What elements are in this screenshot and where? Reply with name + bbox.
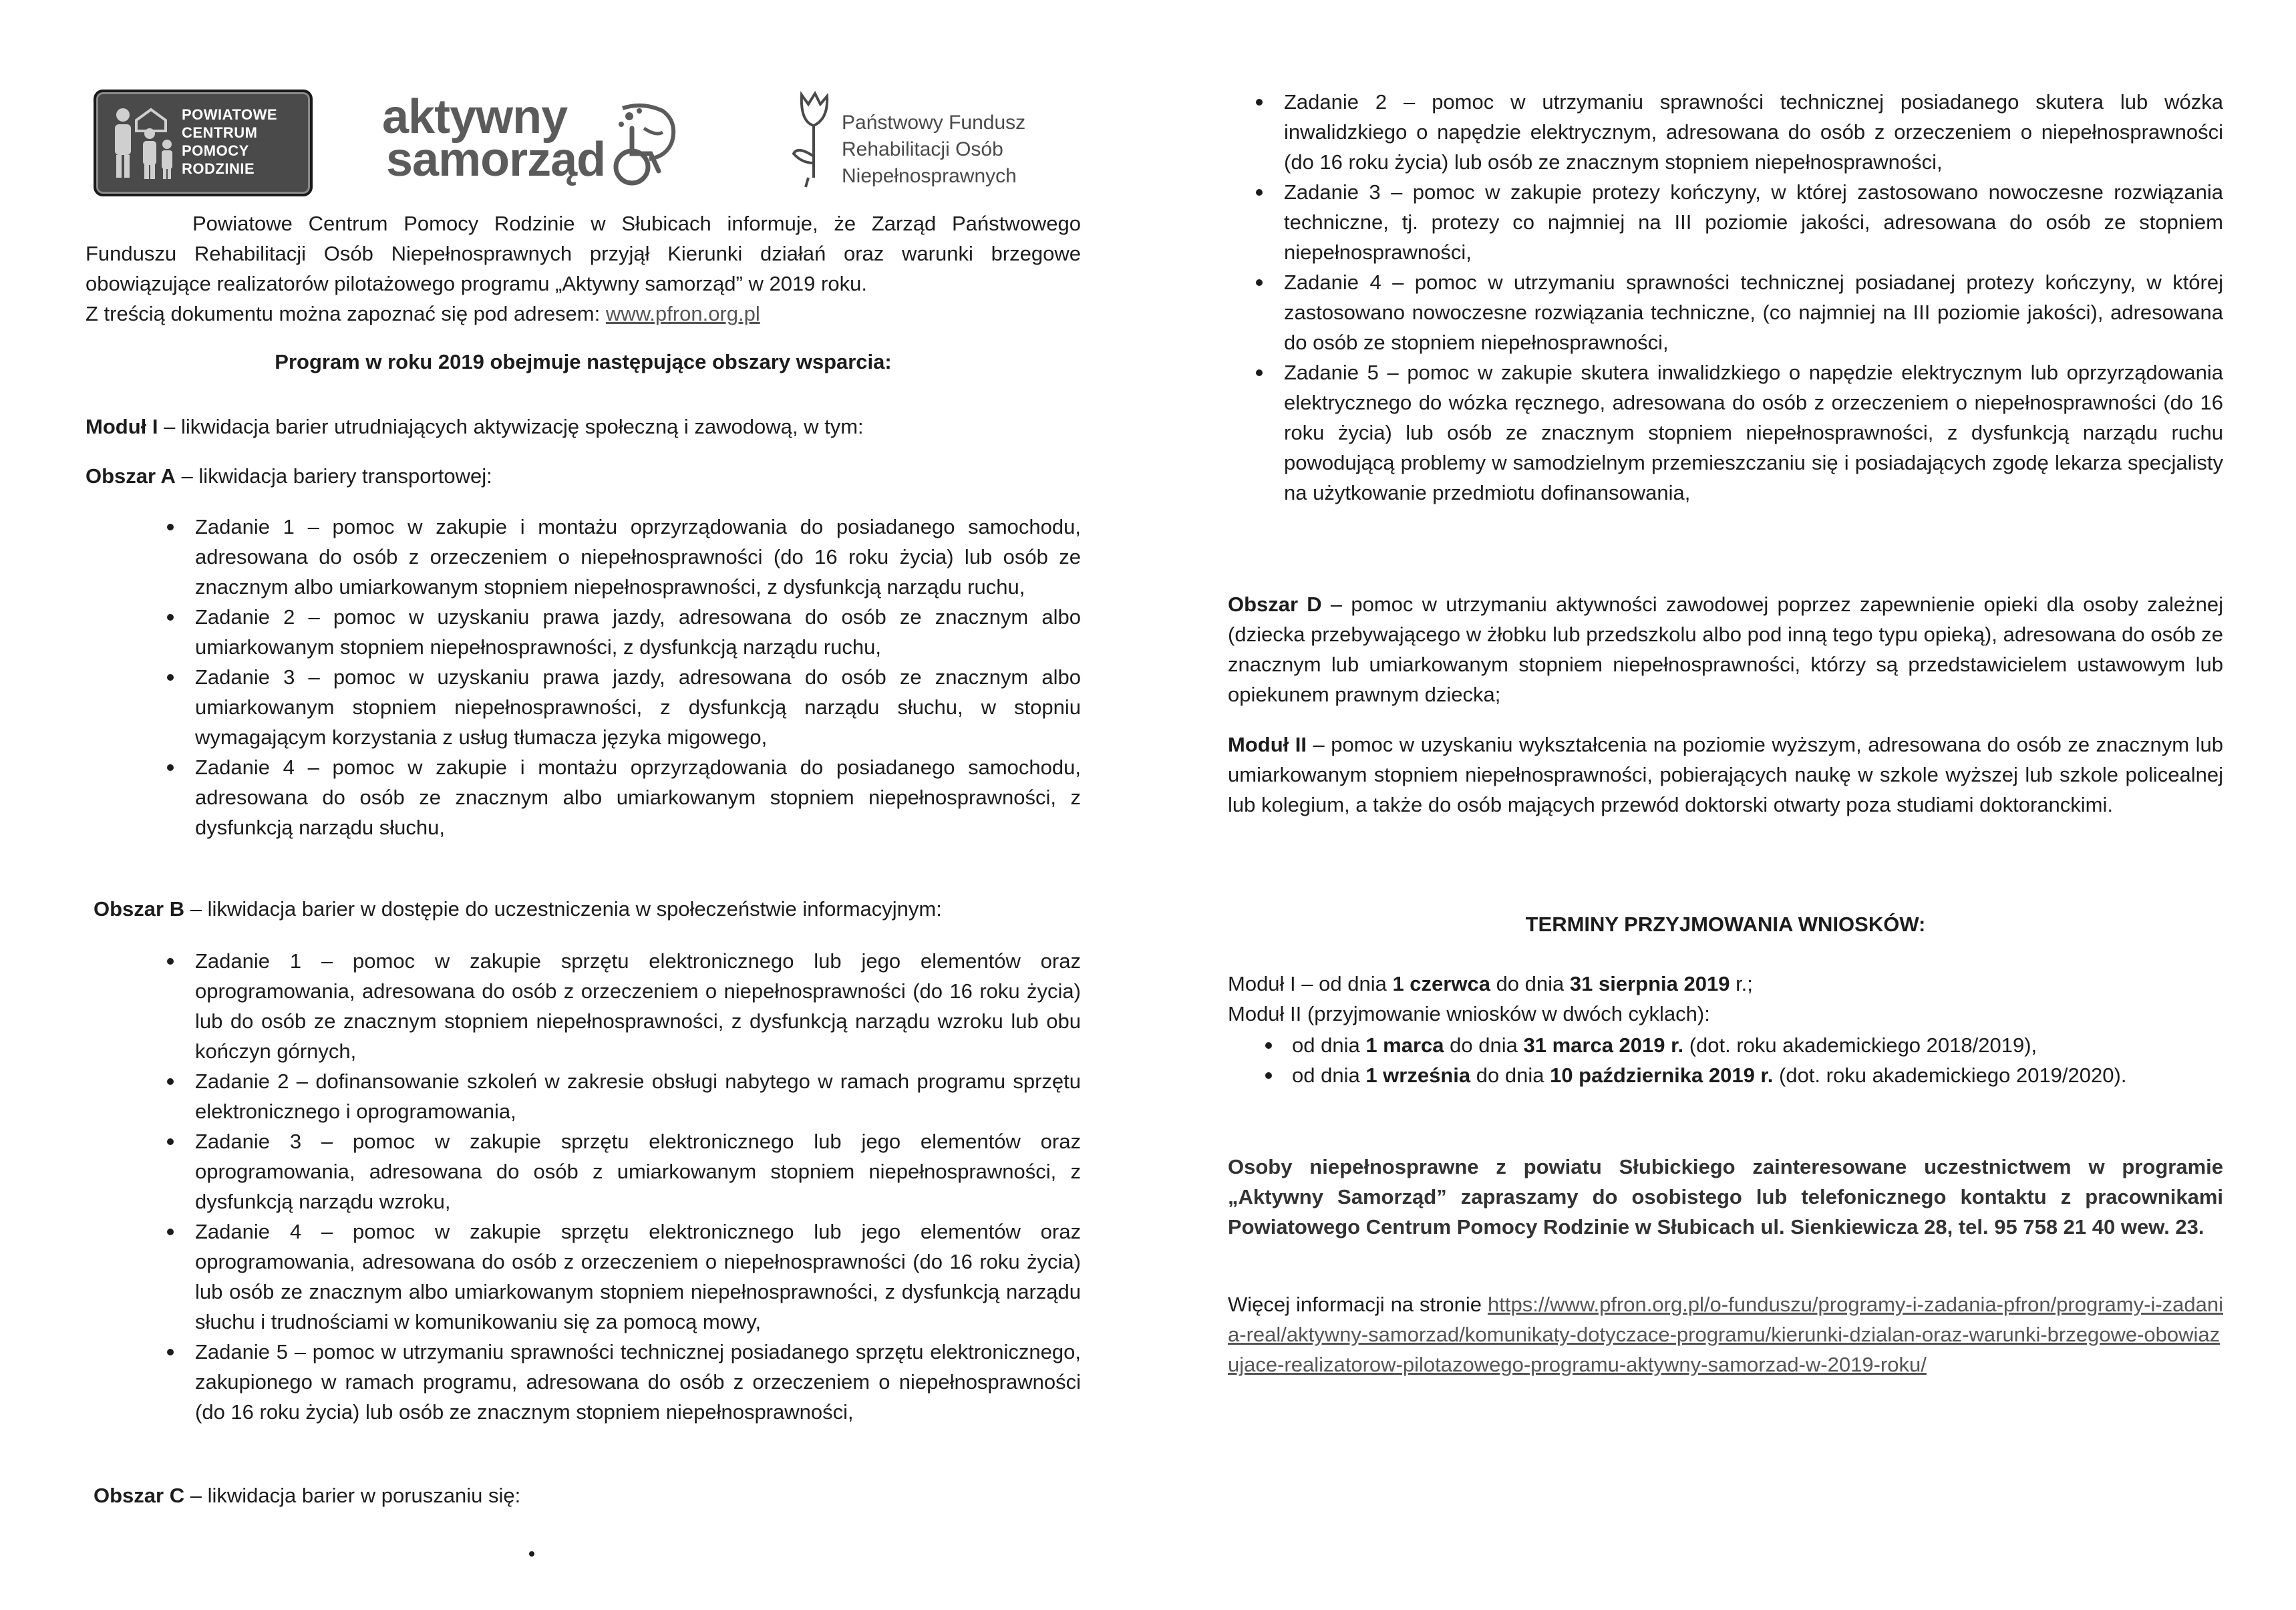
intro-link-prefix: Z treścią dokumentu można zapoznać się pod adresem: xyxy=(86,302,606,325)
task-text: Zadanie 5 – pomoc w utrzymaniu sprawności technicznej posiadanego sprzętu elektronicznego, zakupionego w ramach programu, adresowana do osób z orzeczeniem o niepełnosprawności (do 16 roku życia) lub osób ze znacznym stopniem niepełnosprawności, xyxy=(195,1340,1081,1424)
bullet-icon xyxy=(1256,99,1263,106)
more-info-link[interactable]: https://www.pfron.org.pl/o-funduszu/programy-i-zadania-pfron/programy-i-zadania-real/aktywny-samorzad/komunikaty-dotyczace-programu/kierunki-dzialan-oraz-warunki-brzegowe-obowiazujace-realizatorow-pilotazowego-programu-aktywny-samorzad-w-2019-roku/ xyxy=(1228,1293,2223,1376)
task-text: Zadanie 4 – pomoc w zakupie sprzętu elektronicznego lub jego elementów oraz oprogramowania, adresowana do osób z orzeczeniem o niepełnosprawności (do 16 roku życia) lub osób ze znacznym albo umiarkowanym stopniem niepełnosprawności, z dysfunkcją narządu słuchu i trudnościami w komunikowaniu się za pomocą mowy, xyxy=(195,1220,1081,1333)
intro-text: Powiatowe Centrum Pomocy Rodzinie w Słubicach informuje, że Zarząd Państwowego Funduszu Rehabilitacji Osób Niepełnosprawnych przyjął Kierunki działań oraz warunki brzegowe obowiązujące realizatorów pilotażowego programu „Aktywny samorząd” w 2019 roku. xyxy=(86,212,1081,295)
bullet-icon xyxy=(167,674,174,681)
obszar-b-label: Obszar B xyxy=(94,897,185,921)
aktywny-samorzad-logo xyxy=(382,90,676,194)
program-heading: Program w roku 2019 obejmuje następujące obszary wsparcia: xyxy=(275,350,892,373)
list-item xyxy=(139,512,1081,602)
pcpr-line: CENTRUM xyxy=(182,124,258,141)
list-item xyxy=(139,946,1081,1066)
wheelchair-emblem-icon xyxy=(603,102,683,188)
pfron-line: Niepełnosprawnych xyxy=(842,165,1017,187)
obszar-d-paragraph xyxy=(1228,589,2223,709)
terminy-date: 1 marca xyxy=(1365,1033,1444,1057)
terminy-text: r. xyxy=(1730,972,1748,995)
bullet-icon xyxy=(1265,1072,1272,1079)
samorzad-word: samorząd xyxy=(386,133,606,186)
contact-paragraph: Osoby niepełnosprawne z powiatu Słubickiego zainteresowane uczestnictwem w programie „Aktywny Samorząd” zapraszamy do osobistego lub telefonicznego kontaktu z pracownikami Powiatowego Centrum Pomocy Rodzinie w Słubicach ul. Sienkiewicza 28, tel. 95 758 21 40 wew. 23. xyxy=(1228,1155,2223,1239)
list-item xyxy=(139,1337,1081,1427)
terminy-date: 1 czerwca xyxy=(1392,972,1490,995)
bullet-icon xyxy=(167,1078,174,1085)
intro-link-line xyxy=(86,299,1081,329)
list-item xyxy=(139,1066,1081,1126)
task-text: Zadanie 1 – pomoc w zakupie sprzętu elektronicznego lub jego elementów oraz oprogramowania, adresowana do osób z orzeczeniem o niepełnosprawności (do 16 roku życia) lub do osób ze znacznym stopniem niepełnosprawności, z dysfunkcją narządu wzroku lub obu kończyn górnych, xyxy=(195,949,1081,1063)
bullet-icon xyxy=(167,958,174,965)
pcpr-logo xyxy=(94,90,313,196)
obszar-a-line xyxy=(86,461,1081,491)
terminy-heading: TERMINY PRZYJMOWANIA WNIOSKÓW: xyxy=(1525,913,1926,936)
bullet-icon xyxy=(167,1138,174,1145)
list-item xyxy=(139,602,1081,662)
list-item xyxy=(1228,177,2223,267)
list-item xyxy=(139,1217,1081,1337)
task-text: Zadanie 3 – pomoc w zakupie sprzętu elektronicznego lub jego elementów oraz oprogramowania, adresowana do osób z umiarkowanym stopniem niepełnosprawności, z dysfunkcją narządu wzroku, xyxy=(195,1130,1081,1213)
obszar-c-label: Obszar C xyxy=(94,1484,185,1507)
list-item xyxy=(1228,357,2223,508)
bullet-icon xyxy=(1265,1042,1272,1049)
more-info-prefix: Więcej informacji na stronie xyxy=(1228,1293,1488,1316)
obszar-c-text: – likwidacja barier w poruszaniu się: xyxy=(184,1484,521,1507)
obszar-d-text: – pomoc w utrzymaniu aktywności zawodowej poprzez zapewnienie opieki dla osoby zależnej (dziecka przebywającego w żłobku lub przedszkolu albo pod inną tego typu opieką), adresowana do osób ze znacznym lub umiarkowanym stopniem niepełnosprawności, którzy są przedstawicielem ustawowym lub opiekunem prawnym dziecka; xyxy=(1228,593,2223,706)
terminy-date: 31 marca 2019 r. xyxy=(1523,1033,1684,1057)
modul2-paragraph xyxy=(1228,730,2223,820)
modul1-line xyxy=(86,412,1081,442)
modul2-text: – pomoc w uzyskaniu wykształcenia na poziomie wyższym, adresowana do osób ze znacznym lub umiarkowanym stopniem niepełnosprawności, pobierających naukę w szkole wyższej lub szkole policealnej lub kolegium, a także do osób mających przewód doktorski otwarty poza studiami doktoranckimi. xyxy=(1228,733,2223,816)
task-text: Zadanie 1 – pomoc w zakupie i montażu oprzyrządowania do posiadanego samochodu, adresowana do osób z orzeczeniem o niepełnosprawności (do 16 roku życia) lub osób ze znacznym albo umiarkowanym stopniem niepełnosprawności, z dysfunkcją narządu ruchu, xyxy=(195,515,1081,599)
bullet-icon xyxy=(167,1229,174,1235)
terminy-text: (dot. roku akademickiego 2018/2019), xyxy=(1683,1033,2037,1057)
pcpr-line: POMOCY xyxy=(182,142,249,159)
terminy-modul1 xyxy=(1228,969,2223,999)
terminy-text: (dot. roku akademickiego 2019/2020). xyxy=(1773,1064,2127,1087)
pfron-line: Rehabilitacji Osób xyxy=(842,138,1003,160)
family-icon xyxy=(110,104,176,183)
logo-bar xyxy=(94,79,1082,203)
modul2-label: Moduł II xyxy=(1228,733,1307,756)
pcpr-line: POWIATOWE xyxy=(182,106,278,123)
obszar-d-label: Obszar D xyxy=(1228,593,1322,616)
obszar-b-text: – likwidacja barier w dostępie do uczestniczenia w społeczeństwie informacyjnym: xyxy=(184,897,942,921)
terminy-date: 1 września xyxy=(1365,1064,1471,1087)
obszar-b-tasks xyxy=(139,946,1081,1427)
obszar-a-text: – likwidacja bariery transportowej: xyxy=(175,464,492,488)
pfron-line: Państwowy Fundusz xyxy=(842,112,1026,134)
terminy-modul2: Moduł II (przyjmowanie wniosków w dwóch cyklach): xyxy=(1228,1002,1710,1025)
intro-paragraph xyxy=(86,208,1081,329)
aktywny-word: aktywny xyxy=(382,90,568,144)
terminy-text: ; xyxy=(1747,972,1753,995)
bullet-icon xyxy=(167,764,174,771)
terminy-block xyxy=(1228,969,2223,1029)
terminy-date: 31 sierpnia 2019 xyxy=(1569,972,1730,995)
bullet-icon xyxy=(1256,279,1263,286)
list-item xyxy=(139,662,1081,752)
obszar-a-label: Obszar A xyxy=(86,464,176,488)
bullet-icon xyxy=(167,524,174,530)
bullet-icon xyxy=(1256,189,1263,196)
pfron-link[interactable]: www.pfron.org.pl xyxy=(605,302,760,325)
obszar-a-tasks xyxy=(139,512,1081,842)
obszar-c-tasks xyxy=(1228,87,2223,508)
list-item xyxy=(1228,87,2223,177)
task-text: Zadanie 4 – pomoc w utrzymaniu sprawności technicznej posiadanej protezy kończyny, w której zastosowano nowoczesne rozwiązania techniczne, (co najmniej na III poziomie jakości), adresowana do osób ze stopniem niepełnosprawności, xyxy=(1284,271,2223,354)
terminy-cycles xyxy=(1228,1030,2223,1090)
stray-dot xyxy=(529,1551,534,1557)
list-item xyxy=(1228,267,2223,357)
terminy-date: 10 października 2019 r. xyxy=(1550,1064,1774,1087)
bullet-icon xyxy=(1256,369,1263,376)
task-text: Zadanie 4 – pomoc w zakupie i montażu oprzyrządowania do posiadanego samochodu, adresowana do osób ze znacznym albo umiarkowanym stopniem niepełnosprawności, z dysfunkcją narządu słuchu, xyxy=(195,756,1081,839)
terminy-text: do dnia xyxy=(1490,972,1570,995)
modul1-label: Moduł I xyxy=(86,415,158,438)
obszar-c-line xyxy=(94,1480,1081,1510)
list-item xyxy=(139,1126,1081,1217)
task-text: Zadanie 5 – pomoc w zakupie skutera inwalidzkiego o napędzie elektrycznym lub oprzyrządowania elektrycznego do wózka ręcznego, adresowana do osób z orzeczeniem o niepełnosprawności (do 16 roku życia) lub osób ze znacznym stopniem niepełnosprawności, z dysfunkcją narządu ruchu powodującą problemy w samodzielnym przemieszczaniu się i posiadających zgodę lekarza specjalisty na użytkowanie przedmiotu dofinansowania, xyxy=(1284,361,2223,504)
task-text: Zadanie 3 – pomoc w zakupie protezy kończyny, w której zastosowano nowoczesne rozwiązania techniczne, tj. protezy co najmniej na III poziomie jakości, adresowana do osób ze stopniem niepełnosprawności, xyxy=(1284,180,2223,264)
bullet-icon xyxy=(167,614,174,621)
list-item xyxy=(1228,1030,2223,1060)
terminy-text: do dnia xyxy=(1470,1064,1550,1087)
task-text: Zadanie 3 – pomoc w uzyskaniu prawa jazdy, adresowana do osób ze znacznym albo umiarkowanym stopniem niepełnosprawności, z dysfunkcją narządu słuchu, w stopniu wymagającym korzystania z usług tłumacza języka migowego, xyxy=(195,665,1081,749)
tulip-icon xyxy=(788,90,835,190)
pfron-logo xyxy=(788,87,1069,194)
terminy-text: Moduł I – od dnia xyxy=(1228,972,1393,995)
list-item xyxy=(1228,1060,2223,1090)
task-text: Zadanie 2 – pomoc w uzyskaniu prawa jazdy, adresowana do osób ze znacznym albo umiarkowanym stopniem niepełnosprawności, z dysfunkcją narządu ruchu, xyxy=(195,605,1081,659)
obszar-b-line xyxy=(94,894,1081,924)
bullet-icon xyxy=(167,1349,174,1355)
terminy-text: od dnia xyxy=(1292,1033,1366,1057)
terminy-text: do dnia xyxy=(1444,1033,1524,1057)
more-info-paragraph xyxy=(1228,1289,2223,1380)
modul1-text: – likwidacja barier utrudniających aktywizację społeczną i zawodową, w tym: xyxy=(158,415,864,438)
task-text: Zadanie 2 – pomoc w utrzymaniu sprawności technicznej posiadanego skutera lub wózka inwalidzkiego o napędzie elektrycznym, adresowana do osób z orzeczeniem o niepełnosprawności (do 16 roku życia) lub osób ze znacznym stopniem niepełnosprawności, xyxy=(1284,90,2223,174)
task-text: Zadanie 2 – dofinansowanie szkoleń w zakresie obsługi nabytego w ramach programu sprzętu elektronicznego i oprogramowania, xyxy=(195,1070,1081,1123)
terminy-text: od dnia xyxy=(1292,1064,1366,1087)
list-item xyxy=(139,752,1081,842)
pcpr-line: RODZINIE xyxy=(182,160,255,177)
